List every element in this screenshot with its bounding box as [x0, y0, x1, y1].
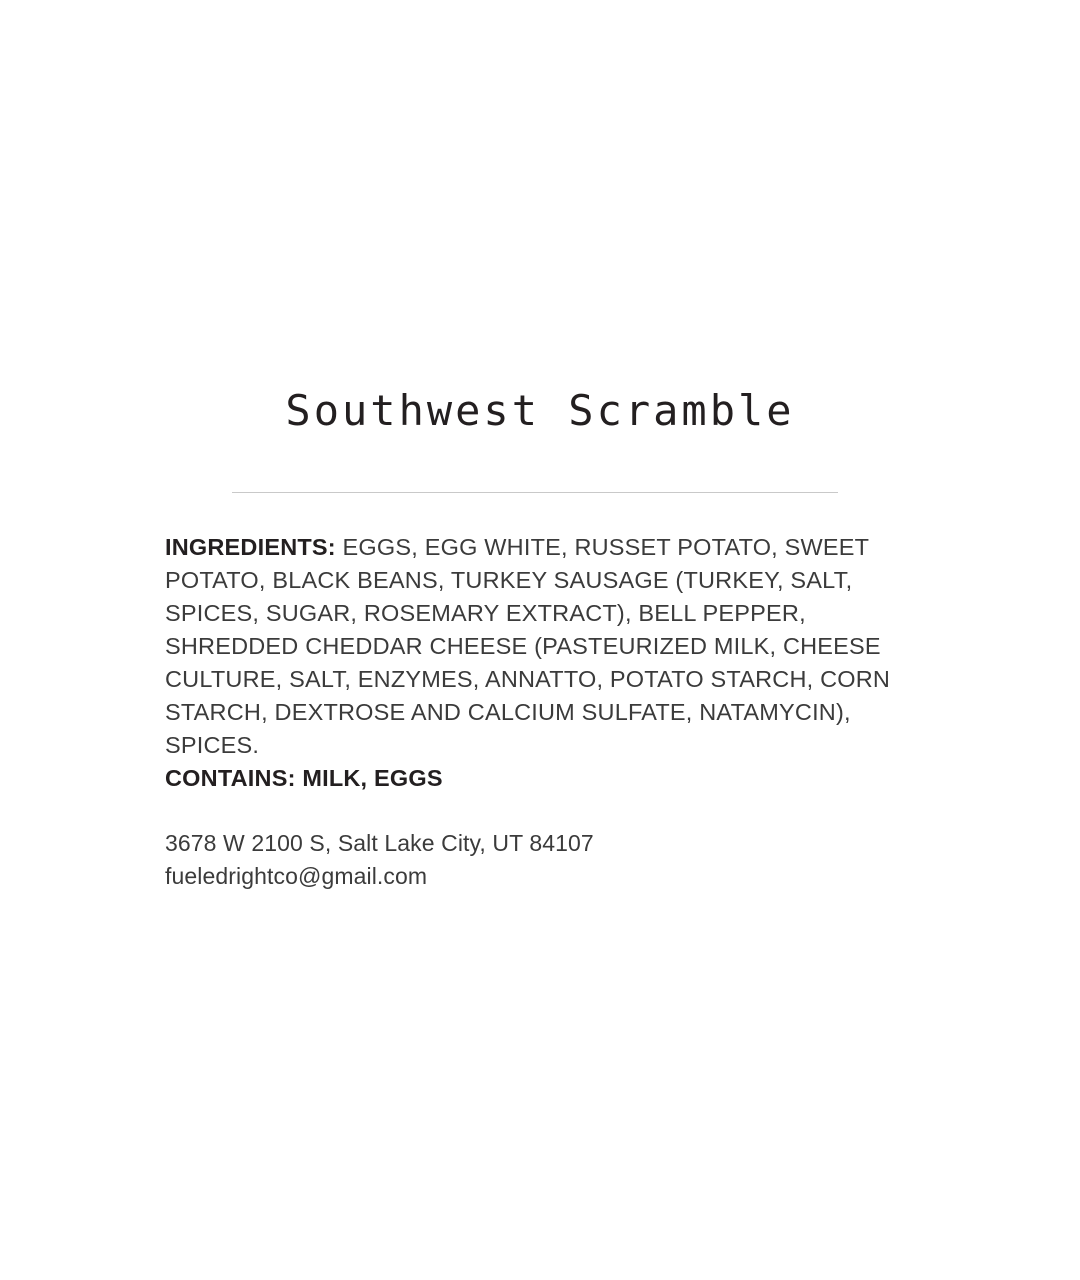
contains-allergens: CONTAINS: MILK, EGGS	[165, 765, 443, 791]
company-address: 3678 W 2100 S, Salt Lake City, UT 84107	[165, 830, 594, 856]
ingredients-list: EGGS, EGG WHITE, RUSSET POTATO, SWEET POTATO, BLACK BEANS, TURKEY SAUSAGE (TURKEY, SALT, SPICES, SUGAR, ROSEMARY EXTRACT), BELL PEPPER, SHREDDED CHEDDAR CHEESE (PASTEURIZED MILK, CHEESE CULTURE, SALT, ENZYMES, ANNATTO, POTATO STARCH, CORN STARCH, DEXTROSE AND CALCIUM SULFATE, NATAMYCIN), SPICES.	[165, 534, 891, 758]
ingredients-paragraph	[165, 531, 935, 762]
contact-block	[165, 827, 935, 893]
title-divider	[232, 492, 838, 493]
product-title: Southwest Scramble	[285, 386, 795, 435]
company-email: fueledrightco@gmail.com	[165, 863, 428, 889]
ingredients-heading: INGREDIENTS:	[165, 534, 336, 560]
label-body	[165, 531, 935, 893]
